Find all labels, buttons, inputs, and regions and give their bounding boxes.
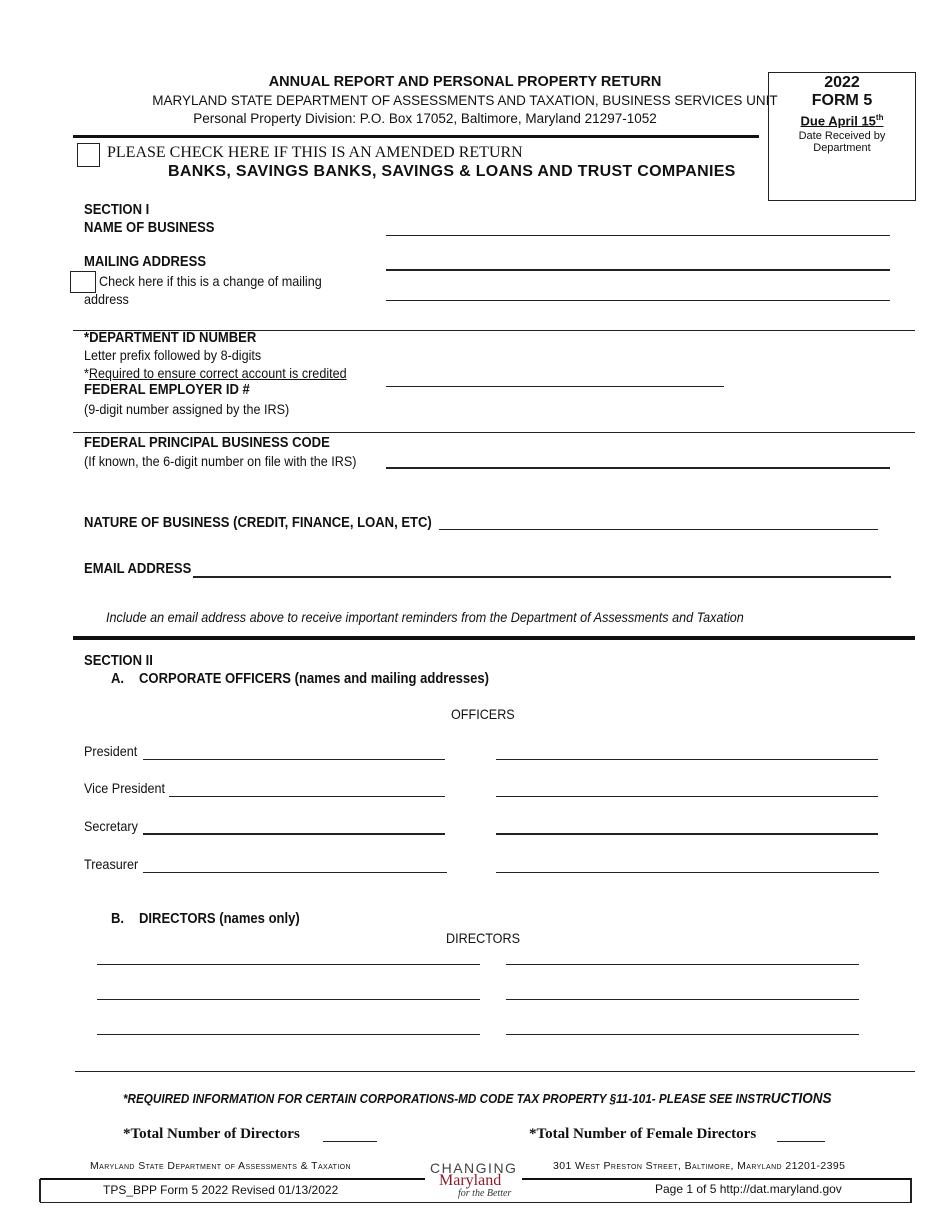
department-id-field[interactable] xyxy=(386,386,724,387)
officers-heading: OFFICERS xyxy=(451,706,515,722)
mailing-address-field-2[interactable] xyxy=(386,300,890,301)
footer-rule-right xyxy=(522,1178,912,1180)
form-title: ANNUAL REPORT AND PERSONAL PROPERTY RETURN xyxy=(268,74,662,90)
footer-rule-left xyxy=(40,1178,425,1180)
director-field-1[interactable] xyxy=(97,964,480,965)
mailing-address-field-1[interactable] xyxy=(386,269,890,271)
president-address-field[interactable] xyxy=(496,759,878,760)
secretary-address-field[interactable] xyxy=(496,833,878,835)
change-of-mailing-checkbox[interactable] xyxy=(70,271,96,293)
footer-form-id: TPS_BPP Form 5 2022 Revised 01/13/2022 xyxy=(103,1183,339,1197)
total-directors-field[interactable] xyxy=(323,1141,377,1142)
nature-of-business-label: NATURE OF BUSINESS (CREDIT, FINANCE, LOAN, ETC) xyxy=(84,515,432,531)
director-field-5[interactable] xyxy=(97,1034,480,1035)
corporate-officers-title: CORPORATE OFFICERS (names and mailing addresses) xyxy=(139,671,490,687)
total-female-directors-field[interactable] xyxy=(777,1141,825,1142)
footer-rule-bottom xyxy=(40,1202,912,1203)
department-id-label: *DEPARTMENT ID NUMBER xyxy=(84,330,257,346)
mailing-address-label: MAILING ADDRESS xyxy=(84,254,207,270)
total-directors-label: *Total Number of Directors xyxy=(123,1126,300,1142)
secretary-name-field[interactable] xyxy=(143,833,445,835)
amended-return-checkbox[interactable] xyxy=(77,143,100,167)
agency-address: Personal Property Division: P.O. Box 17052, Baltimore, Maryland 21297-1052 xyxy=(193,111,657,126)
department-id-required: *Required to ensure correct account is credited xyxy=(84,365,347,381)
divider-2 xyxy=(73,432,915,433)
footer-logo-maryland: Maryland xyxy=(439,1172,502,1189)
officer-treasurer-label: Treasurer xyxy=(84,856,139,872)
officer-secretary-label: Secretary xyxy=(84,818,138,834)
principal-business-code-field[interactable] xyxy=(386,467,890,469)
directors-heading: DIRECTORS xyxy=(446,930,520,946)
amended-return-label: PLEASE CHECK HERE IF THIS IS AN AMENDED RETURN xyxy=(107,144,523,161)
treasurer-address-field[interactable] xyxy=(496,872,879,873)
directors-title: DIRECTORS (names only) xyxy=(139,911,300,927)
treasurer-name-field[interactable] xyxy=(143,872,447,873)
nature-of-business-field[interactable] xyxy=(439,529,878,530)
required-info-note: *REQUIRED INFORMATION FOR CERTAIN CORPORATIONS-MD CODE TAX PROPERTY §11-101- PLEASE SEE INSTRUCTIONS xyxy=(123,1090,832,1107)
officer-president-label: President xyxy=(84,743,138,759)
footer-logo-changing: CHANGING xyxy=(430,1160,518,1176)
section-divider xyxy=(73,636,915,640)
change-of-mailing-label: Check here if this is a change of mailing xyxy=(99,273,322,289)
footer-bracket-left xyxy=(39,1179,41,1202)
footer-bracket-right xyxy=(910,1179,912,1202)
footer-page-info: Page 1 of 5 http://dat.maryland.gov xyxy=(655,1182,842,1196)
form-number: FORM 5 xyxy=(811,92,873,109)
department-id-note: Letter prefix followed by 8-digits xyxy=(84,347,262,363)
change-of-mailing-label-cont: address xyxy=(84,291,129,307)
name-of-business-field[interactable] xyxy=(386,235,890,236)
fein-note: (9-digit number assigned by the IRS) xyxy=(84,401,290,417)
president-name-field[interactable] xyxy=(143,759,445,760)
director-field-4[interactable] xyxy=(506,999,859,1000)
vice-president-address-field[interactable] xyxy=(496,796,878,797)
business-type-banner: BANKS, SAVINGS BANKS, SAVINGS & LOANS AND TRUST COMPANIES xyxy=(168,163,736,180)
date-received-label: Date Received by Department xyxy=(798,130,886,154)
footer-logo-tagline: for the Better xyxy=(458,1188,512,1199)
fein-label: FEDERAL EMPLOYER ID # xyxy=(84,382,250,398)
principal-business-code-label: FEDERAL PRINCIPAL BUSINESS CODE xyxy=(84,435,330,451)
section-1-heading: SECTION I xyxy=(84,202,150,218)
form-year: 2022 xyxy=(824,74,860,91)
vice-president-name-field[interactable] xyxy=(169,796,445,797)
principal-business-code-note: (If known, the 6-digit number on file with the IRS) xyxy=(84,453,357,469)
agency-line: MARYLAND STATE DEPARTMENT OF ASSESSMENTS AND TAXATION, BUSINESS SERVICES UNIT xyxy=(152,93,778,108)
email-reminder-note: Include an email address above to receive important reminders from the Department of Assessments and Taxation xyxy=(106,609,744,625)
name-of-business-label: NAME OF BUSINESS xyxy=(84,220,215,236)
email-address-field[interactable] xyxy=(193,576,891,578)
director-field-3[interactable] xyxy=(97,999,480,1000)
header-rule xyxy=(73,135,759,138)
corporate-officers-letter: A. xyxy=(111,671,125,687)
total-female-directors-label: *Total Number of Female Directors xyxy=(529,1126,757,1142)
footer-address: 301 West Preston Street, Baltimore, Maryland 21201-2395 xyxy=(553,1160,846,1172)
due-date: Due April 15th xyxy=(800,113,884,129)
footer-agency: Maryland State Department of Assessments & Taxation xyxy=(90,1160,351,1172)
director-field-6[interactable] xyxy=(506,1034,859,1035)
officer-vice-president-label: Vice President xyxy=(84,780,166,796)
directors-letter: B. xyxy=(111,911,125,927)
section-2-heading: SECTION II xyxy=(84,653,153,669)
divider-3 xyxy=(75,1071,915,1072)
director-field-2[interactable] xyxy=(506,964,859,965)
email-address-label: EMAIL ADDRESS xyxy=(84,561,192,577)
year-box xyxy=(768,72,916,201)
